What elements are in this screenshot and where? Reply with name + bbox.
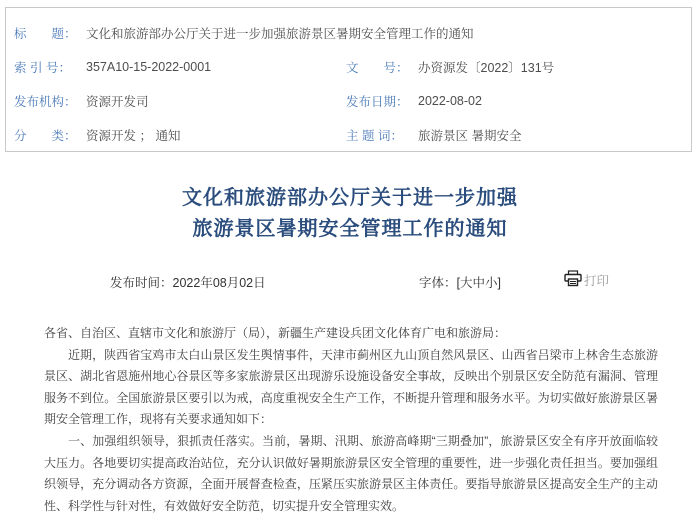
publish-time-label: 发布时间： <box>110 276 173 290</box>
meta-value-title: 文化和旅游部办公厅关于进一步加强旅游景区暑期安全管理工作的通知 <box>86 27 474 41</box>
meta-label-title: 标 题： <box>14 27 77 41</box>
meta-row-title <box>6 16 691 50</box>
notice-body <box>44 323 658 513</box>
meta-label-agency: 发布机构： <box>14 95 77 109</box>
font-size-small-link[interactable]: 小 <box>485 276 498 290</box>
meta-cell-pub-date <box>346 92 691 110</box>
meta-value-keywords: 旅游景区 暑期安全 <box>418 129 522 143</box>
meta-label-category: 分 类： <box>14 129 77 143</box>
publish-time <box>110 273 266 291</box>
meta-row-index-docno <box>6 50 691 84</box>
font-bracket-open: [ <box>456 276 460 290</box>
page-title-line1: 文化和旅游部办公厅关于进一步加强 <box>182 187 518 209</box>
meta-value-category: 资源开发 ； 通知 <box>86 129 181 143</box>
meta-value-index-no: 357A10-15-2022-0001 <box>86 60 212 74</box>
font-size-large-link[interactable]: 大 <box>460 276 473 290</box>
body-salutation: 各省、自治区、直辖市文化和旅游厅（局），新疆生产建设兵团文化体育广电和旅游局： <box>44 326 507 340</box>
body-paragraph-2: 一、加强组织领导，狠抓责任落实。当前，暑期、汛期、旅游高峰期“三期叠加”，旅游景区安全有序开放面临较大压力。各地要切实提高政治站位，充分认识做好暑期旅游景区安全管理的重要性，进一步强化责任担当。要加强组织领导，充分调动各方资源，全面开展督查检查，压紧压实旅游景区主体责任。要指导旅游景区提高安全生产的主动性、科学性与针对性，有效做好安全防范，切实提升安全管理实效。 <box>44 433 658 513</box>
publish-toolbar <box>0 270 700 292</box>
font-control-label: 字体： <box>419 276 457 290</box>
meta-row-agency-date <box>6 84 691 118</box>
meta-cell-keywords <box>346 126 691 144</box>
meta-value-agency: 资源开发司 <box>86 95 149 109</box>
publish-time-value: 2022年08月02日 <box>172 276 266 290</box>
font-size-control <box>419 273 501 291</box>
body-paragraph-1: 近期，陕西省宝鸡市太白山景区发生舆情事件，天津市蓟州区九山顶自然风景区、山西省吕梁市上林舍生态旅游景区、湖北省恩施州地心谷景区等多家旅游景区出现游乐设施设备安全事故，反映出个别景区安全防范有漏洞、管理服务不到位。全国旅游景区要引以为戒，高度重视安全生产工作，不断提升管理和服务水平。为切实做好旅游景区暑期安全管理工作，现将有关要求通知如下： <box>44 347 658 427</box>
meta-label-pub-date: 发布日期： <box>346 95 409 109</box>
meta-cell-index-no <box>14 58 346 76</box>
meta-value-pub-date: 2022-08-02 <box>418 94 482 108</box>
print-button[interactable] <box>564 270 609 290</box>
print-button-label: 打印 <box>584 274 610 288</box>
meta-label-keywords: 主 题 词： <box>346 129 403 143</box>
meta-value-doc-no: 办资源发〔2022〕131号 <box>418 61 555 75</box>
meta-label-doc-no: 文 号： <box>346 61 409 75</box>
printer-icon <box>564 270 582 290</box>
meta-cell-agency <box>14 92 346 110</box>
meta-label-index-no: 索 引 号： <box>14 61 71 75</box>
page-title <box>0 183 700 245</box>
meta-cell-category <box>14 126 346 144</box>
metadata-table <box>5 7 692 152</box>
meta-cell-doc-no <box>346 58 691 76</box>
page-title-line2: 旅游景区暑期安全管理工作的通知 <box>192 218 508 240</box>
meta-row-category-keywords <box>6 118 691 152</box>
font-bracket-close: ] <box>497 276 502 290</box>
font-size-medium-link[interactable]: 中 <box>472 276 486 290</box>
